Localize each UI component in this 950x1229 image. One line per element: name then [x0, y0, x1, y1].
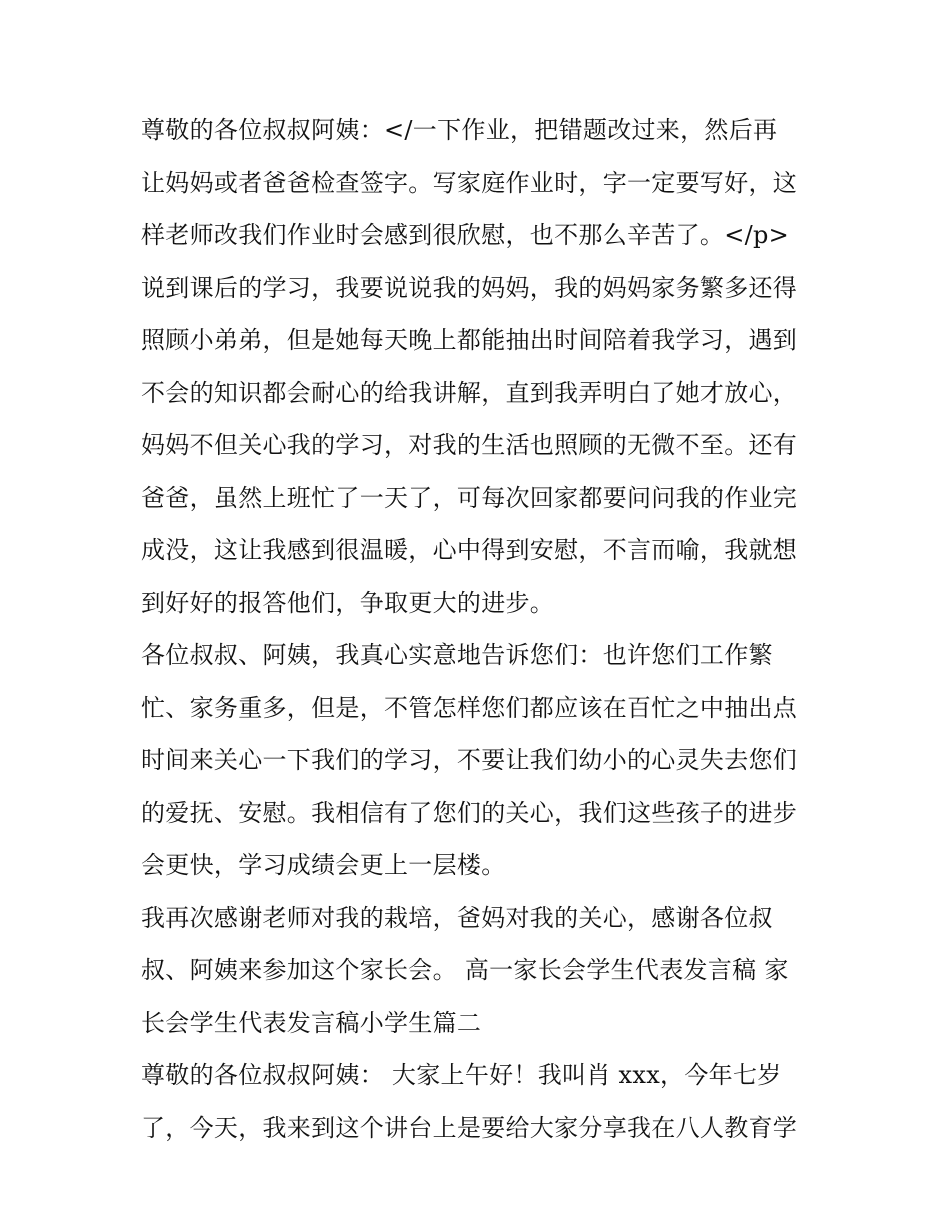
text-line: 尊敬的各位叔叔阿姨： 大家上午好！我叫肖 xxx，今年七岁: [141, 1061, 782, 1089]
text-line: 样老师改我们作业时会感到很欣慰，也不那么辛苦了。</p>: [141, 221, 790, 249]
text-line: 叔、阿姨来参加这个家长会。 高一家长会学生代表发言稿 家: [141, 956, 789, 984]
text-line: 爸爸，虽然上班忙了一天了，可每次回家都要问问我的作业完: [141, 483, 798, 512]
text-line: 照顾小弟弟，但是她每天晚上都能抽出时间陪着我学习，遇到: [141, 326, 798, 354]
text-line: 说到课后的学习，我要说说我的妈妈，我的妈妈家务繁多还得: [141, 273, 798, 302]
text-line: 各位叔叔、阿姨，我真心实意地告诉您们：也许您们工作繁: [141, 641, 773, 669]
text-line: 的爱抚、安慰。我相信有了您们的关心，我们这些孩子的进步: [141, 798, 798, 827]
text-line: 长会学生代表发言稿小学生篇二: [141, 1008, 482, 1037]
text-line: 成没，这让我感到很温暖，心中得到安慰，不言而喻，我就想: [141, 536, 798, 564]
text-line: 到好好的报答他们，争取更大的进步。: [141, 588, 555, 617]
text-line: 我再次感谢老师对我的栽培，爸妈对我的关心，感谢各位叔: [141, 903, 773, 932]
body-text: [141, 110, 821, 1160]
text-line: 尊敬的各位叔叔阿姨：</一下作业，把错题改过来，然后再: [141, 116, 778, 144]
text-line: 会更快，学习成绩会更上一层楼。: [141, 851, 506, 879]
text-line: 让妈妈或者爸爸检查签字。写家庭作业时，字一定要写好，这: [141, 168, 798, 197]
text-line: 时间来关心一下我们的学习，不要让我们幼小的心灵失去您们: [141, 746, 798, 774]
text-line: 妈妈不但关心我的学习，对我的生活也照顾的无微不至。还有: [141, 431, 798, 459]
text-line: 了，今天，我来到这个讲台上是要给大家分享我在八人教育学: [141, 1113, 798, 1142]
text-line: 忙、家务重多，但是，不管怎样您们都应该在百忙之中抽出点: [141, 693, 798, 722]
text-line: 不会的知识都会耐心的给我讲解，直到我弄明白了她才放心，: [141, 378, 798, 407]
